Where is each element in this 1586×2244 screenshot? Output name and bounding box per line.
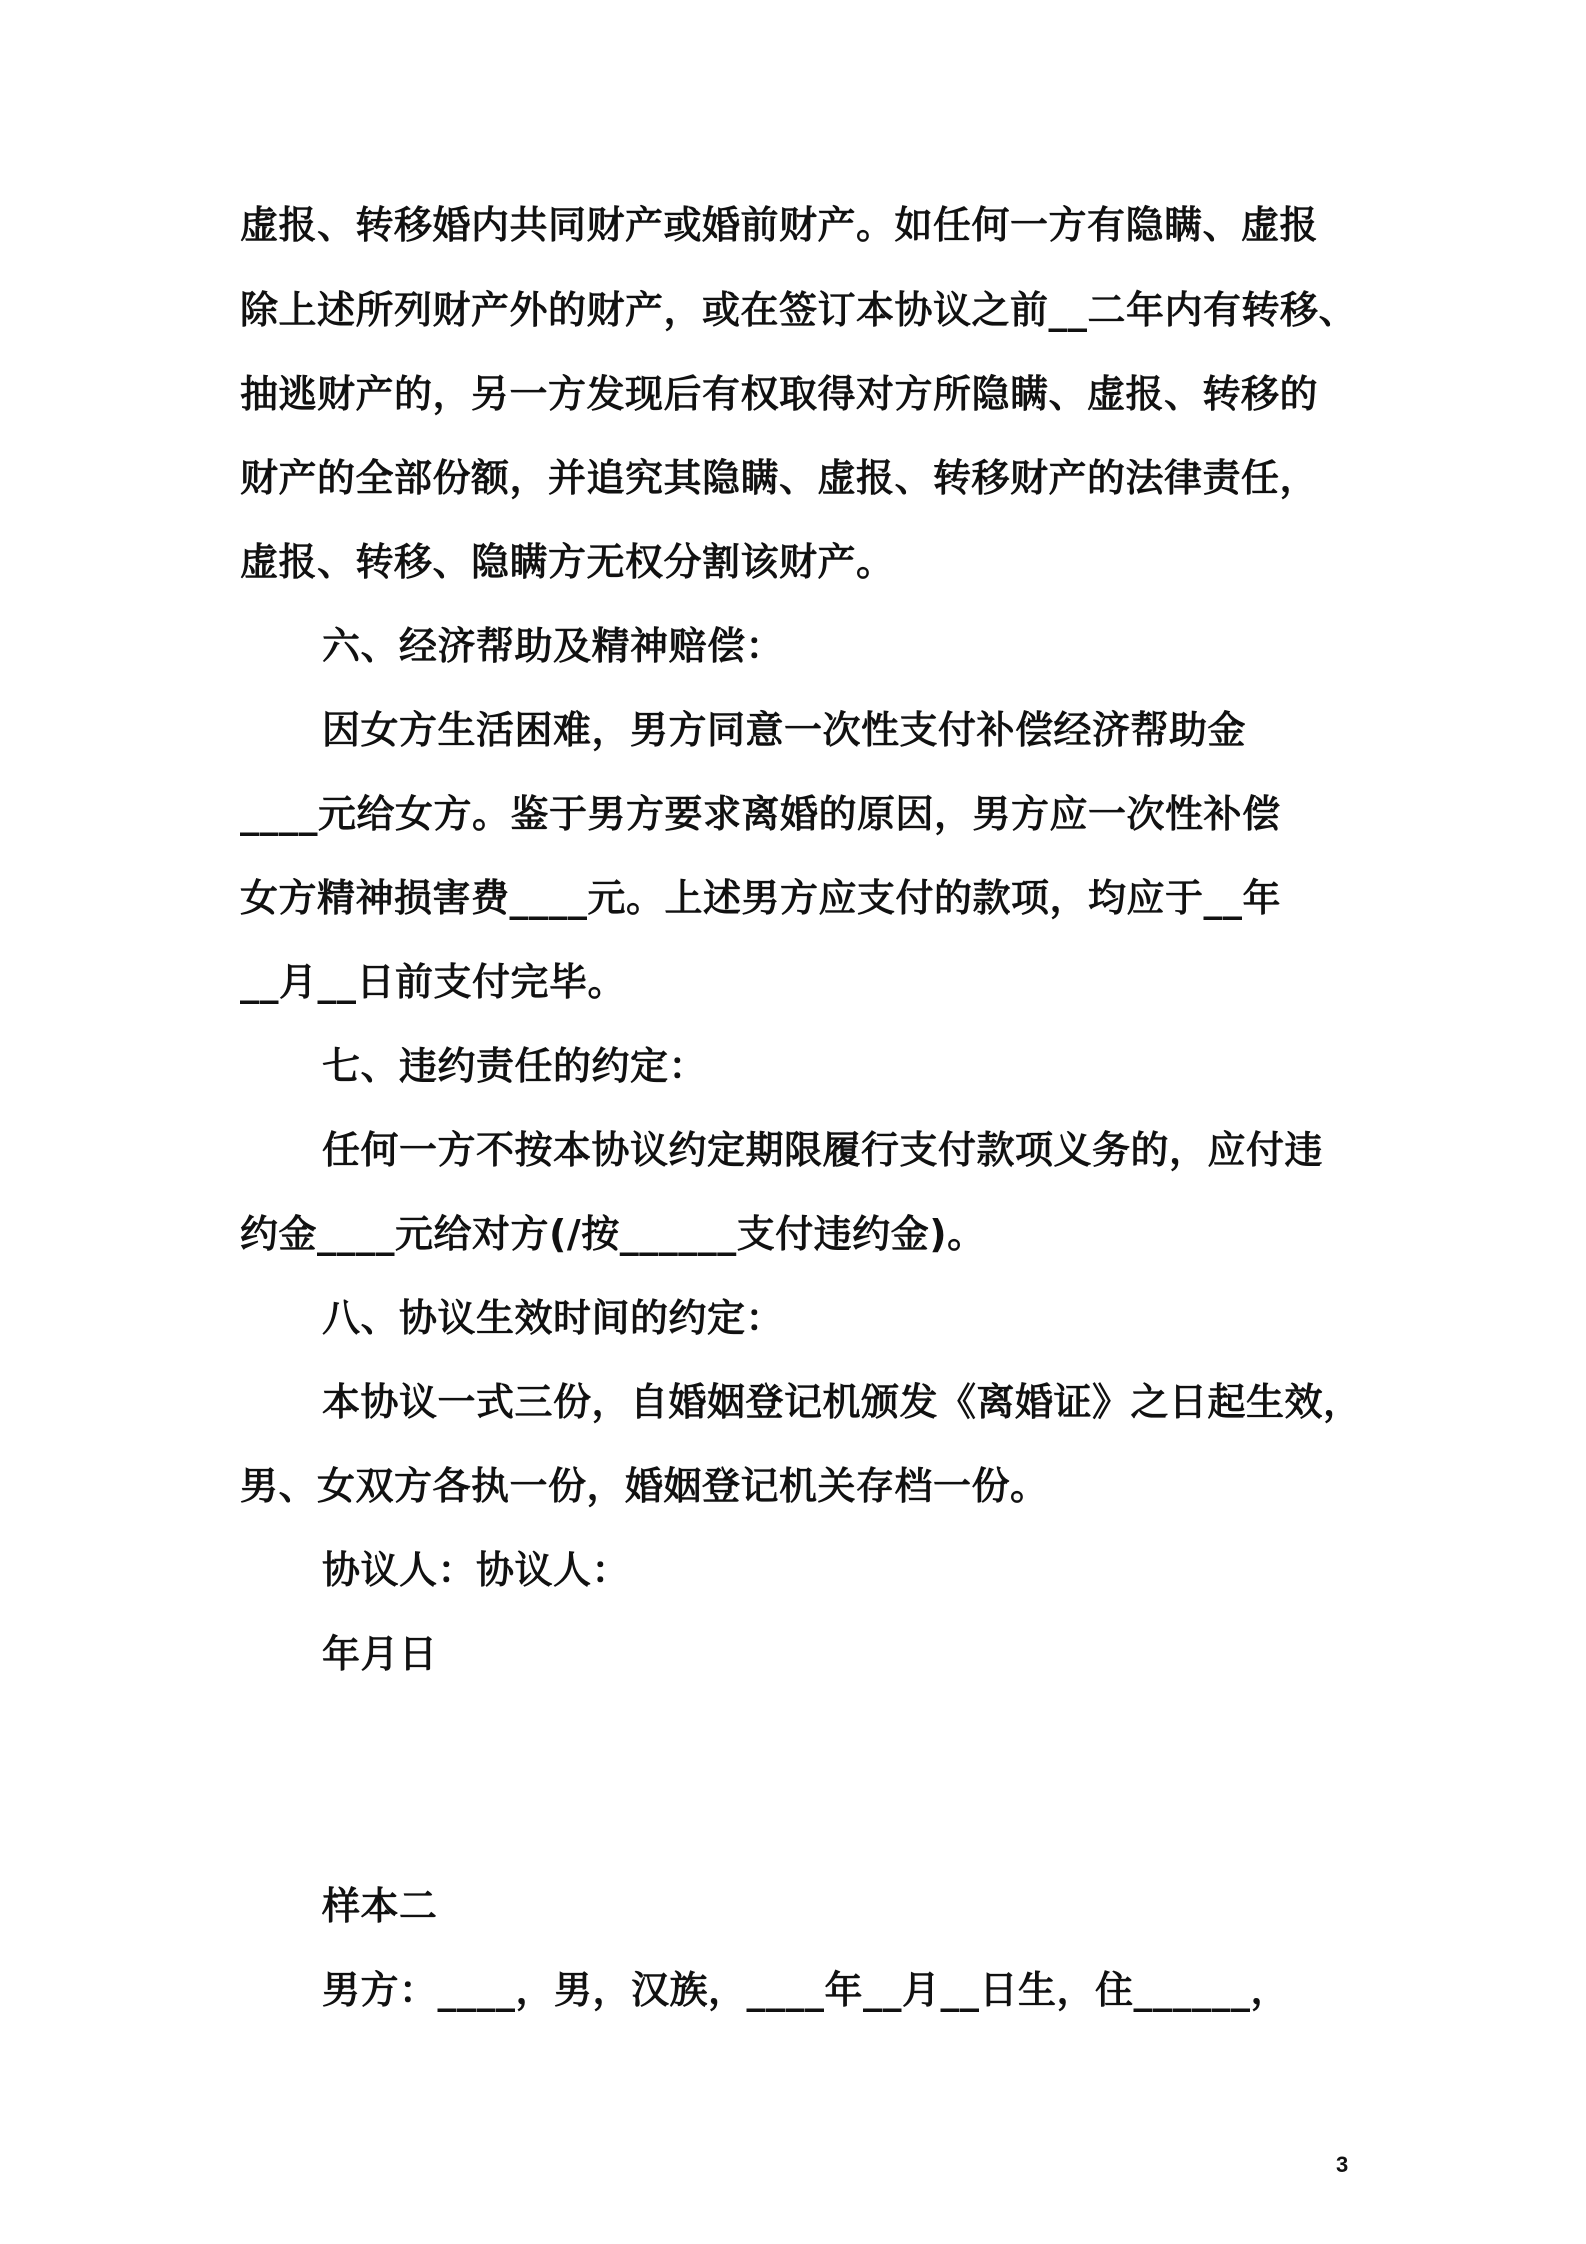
signature-line: 协议人：协议人： — [322, 1548, 631, 1592]
section-heading: 七、违约责任的约定： — [322, 1044, 708, 1088]
text-line: 男方：____，男，汉族，____年__月__日生，住______， — [322, 1968, 1290, 2012]
section-heading: 六、经济帮助及精神赔偿： — [322, 624, 785, 668]
text-line: 男、女双方各执一份，婚姻登记机关存档一份。 — [240, 1464, 1049, 1508]
date-line: 年月日 — [322, 1632, 438, 1676]
text-line: 虚报、转移婚内共同财产或婚前财产。如任何一方有隐瞒、虚报 — [240, 203, 1319, 247]
sample-heading: 样本二 — [322, 1884, 438, 1928]
text-line: 任何一方不按本协议约定期限履行支付款项义务的，应付违 — [322, 1128, 1324, 1172]
text-line: 除上述所列财产外的财产，或在签订本协议之前__二年内有转移、 — [240, 288, 1358, 332]
text-line: 抽逃财产的，另一方发现后有权取得对方所隐瞒、虚报、转移的 — [240, 372, 1319, 416]
text-line: 约金____元给对方(/按______支付违约金)。 — [240, 1212, 986, 1256]
text-line: 女方精神损害费____元。上述男方应支付的款项，均应于__年 — [240, 876, 1282, 920]
text-line: 虚报、转移、隐瞒方无权分割该财产。 — [240, 540, 895, 584]
page-number: 3 — [1336, 2152, 1349, 2177]
text-line: 因女方生活困难，男方同意一次性支付补偿经济帮助金 — [322, 708, 1247, 752]
text-line: __月__日前支付完毕。 — [240, 960, 627, 1004]
text-line: 财产的全部份额，并追究其隐瞒、虚报、转移财产的法律责任， — [240, 456, 1319, 500]
section-heading: 八、协议生效时间的约定： — [322, 1296, 785, 1340]
text-line: 本协议一式三份，自婚姻登记机颁发《离婚证》之日起生效， — [322, 1380, 1362, 1424]
text-line: ____元给女方。鉴于男方要求离婚的原因，男方应一次性补偿 — [240, 792, 1281, 836]
